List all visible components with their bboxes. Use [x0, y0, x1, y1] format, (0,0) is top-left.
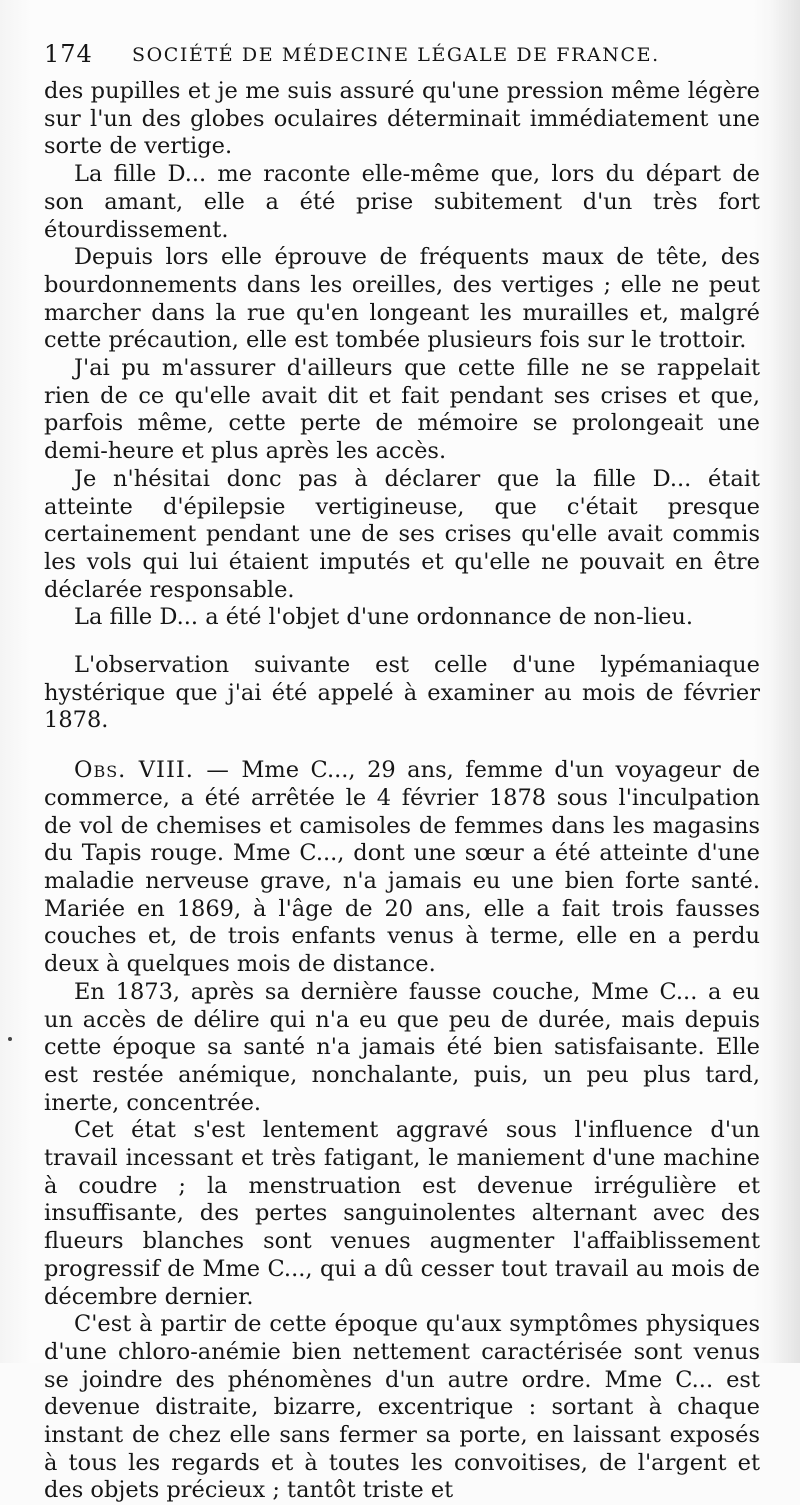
- paragraph: Je n'hésitai donc pas à déclarer que la fille D... était atteinte d'épilepsie vertigineuse, que c'était presque certainement pendant une de ses crises qu'elle avait commis les vols qui lui étaient imputés et qu'elle ne pouvait en être déclarée responsable.: [44, 465, 760, 603]
- page-gutter-shadow: [770, 0, 800, 1363]
- paragraph: La fille D... a été l'objet d'une ordonnance de non-lieu.: [74, 604, 694, 631]
- page-header: [44, 40, 764, 74]
- paragraph: J'ai pu m'assurer d'ailleurs que cette fille ne se rappelait rien de ce qu'elle avait dit et fait pendant ses crises et que, parfois même, cette perte de mémoire se prolongeait une demi-heure et plus après les accès.: [44, 355, 760, 465]
- paragraph: En 1873, après sa dernière fausse couche, Mme C... a eu un accès de délire qui n'a eu que peu de durée, mais depuis cette époque sa santé n'a jamais été bien satisfaisante. Elle est restée anémique, nonchalante, puis, un peu plus tard, inerte, concentrée.: [44, 978, 760, 1116]
- paragraph: La fille D... me raconte elle-même que, lors du départ de son amant, elle a été prise subitement d'un très fort étourdissement.: [44, 161, 760, 243]
- margin-speck: [8, 1037, 12, 1041]
- body-text: [44, 78, 760, 1505]
- paragraph: Depuis lors elle éprouve de fréquents maux de tête, des bourdonnements dans les oreilles, des vertiges ; elle ne peut marcher dans la rue qu'en longeant les murailles et, malgré cette précaution, elle est tombée plusieurs fois sur le trottoir.: [44, 244, 760, 354]
- paragraph: C'est à partir de cette époque qu'aux symptômes physiques d'une chloro-anémie bien nettement caractérisée sont venus se joindre des phénomènes d'un autre ordre. Mme C... est devenue distraite, bizarre, excentrique : sortant à chaque instant de chez elle sans fermer sa porte, en laissant exposés à tous les regards et à toutes les convoitises, de l'argent et des objets précieux ; tantôt triste et: [44, 1311, 760, 1504]
- observation-text: Mme C..., 29 ans, femme d'un voyageur de commerce, a été arrêtée le 4 février 1878 sous l'inculpation de vol de chemises et camisoles de femmes dans les magasins du Tapis rouge. Mme C..., dont une sœur a été atteinte d'une maladie nerveuse grave, n'a jamais eu une bien forte santé. Mariée en 1869, à l'âge de 20 ans, elle a fait trois fausses couches et, de trois enfants venus à terme, elle en a perdu deux à quelques mois de distance.: [44, 757, 761, 978]
- paragraph: des pupilles et je me suis assuré qu'une pression même légère sur l'un des globes oculaires déterminait immédiatement une sorte de vertige.: [44, 78, 760, 160]
- page-number: 174: [44, 40, 93, 68]
- paragraph: Cet état s'est lentement aggravé sous l'influence d'un travail incessant et très fatigant, le maniement d'une machine à coudre ; la menstruation est devenue irrégulière et insuffisante, des pertes sanguinolentes alternant avec des flueurs blanches sont venues augmenter l'affaiblissement progressif de Mme C..., qui a dû cesser tout travail au mois de décembre dernier.: [44, 1117, 760, 1310]
- observation-paragraph: [44, 757, 760, 979]
- observation-label: Obs. VIII. —: [74, 757, 230, 784]
- paragraph: L'observation suivante est celle d'une lypémaniaque hystérique que j'ai été appelé à examiner au mois de février 1878.: [44, 652, 760, 734]
- running-title: SOCIÉTÉ DE MÉDECINE LÉGALE DE FRANCE.: [132, 44, 660, 66]
